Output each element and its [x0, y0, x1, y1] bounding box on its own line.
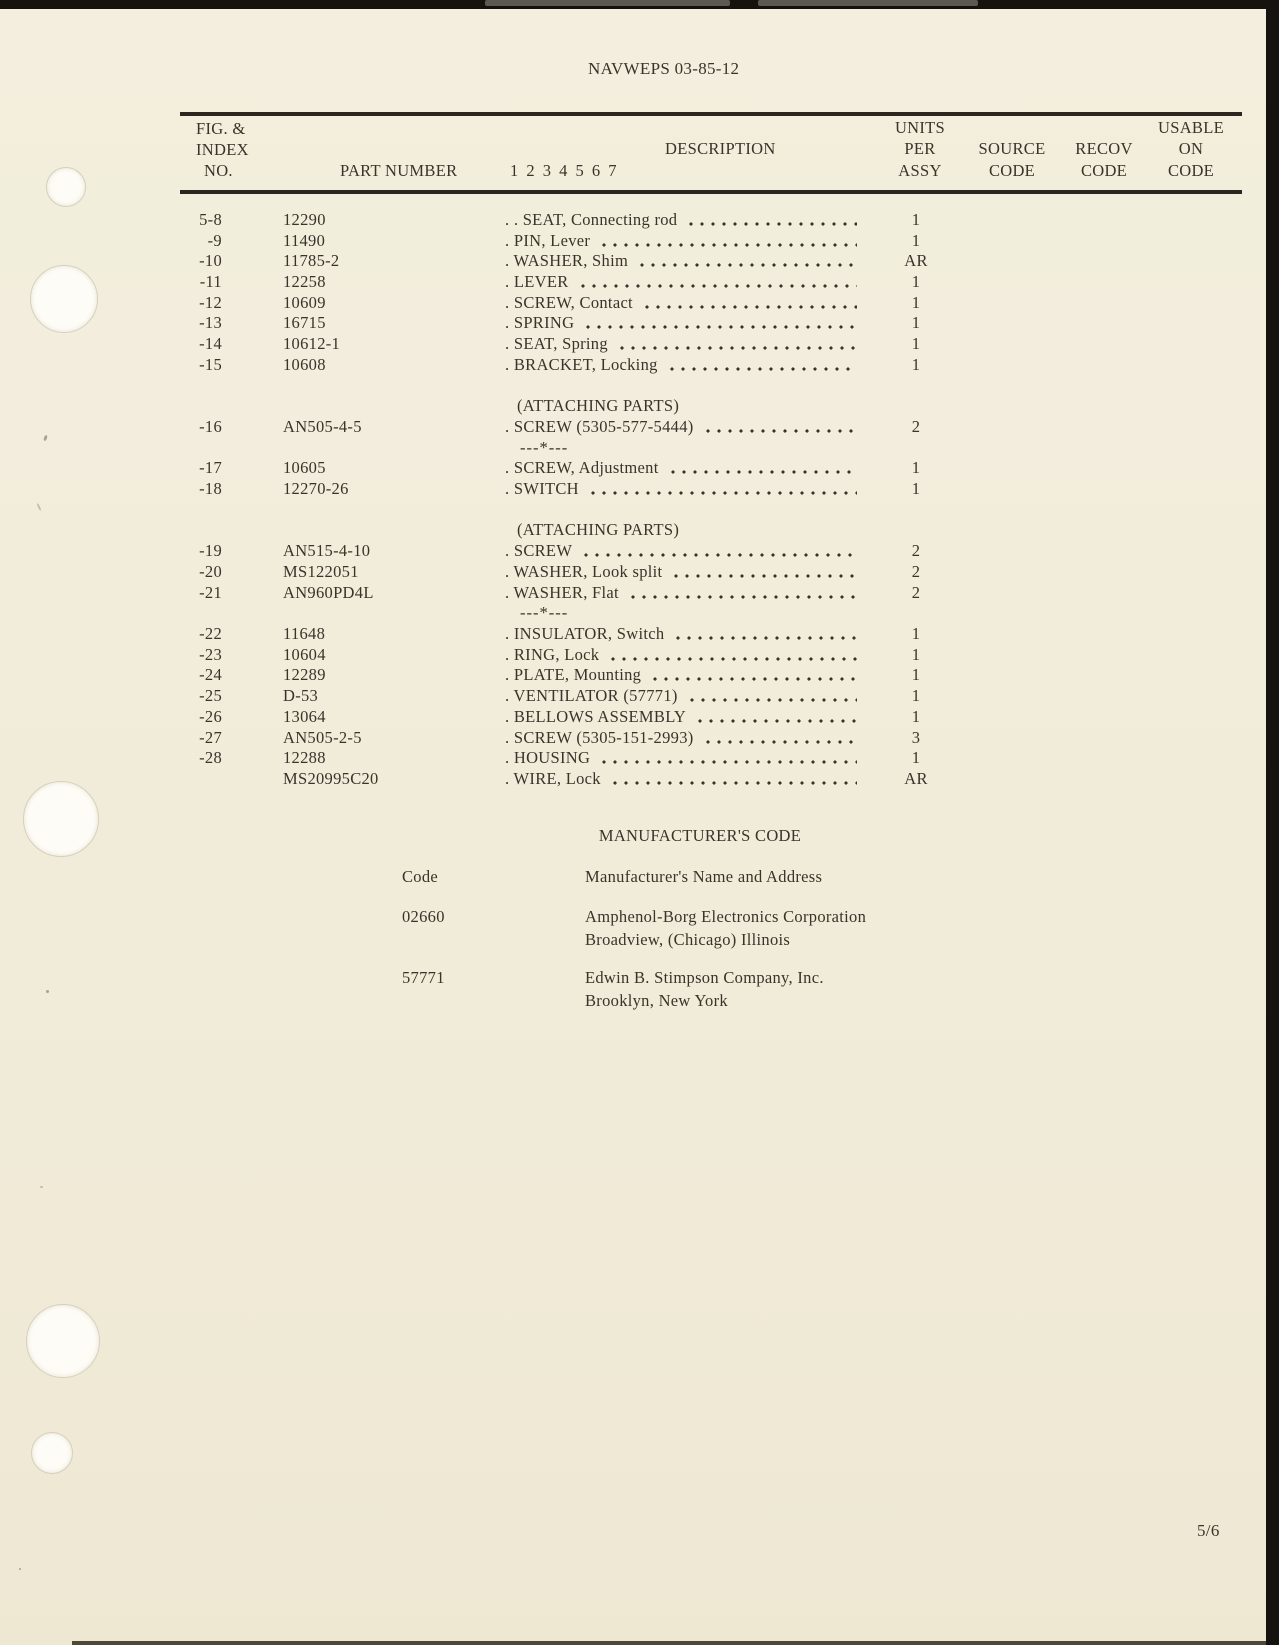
name-column-header: Manufacturer's Name and Address	[585, 867, 823, 886]
fig-index-cell: -13	[199, 313, 222, 332]
parts-table-row	[0, 769, 1279, 790]
description-cell	[505, 728, 857, 748]
description-text: . HOUSING	[505, 748, 591, 767]
col-header-fig-index: FIG. &	[196, 119, 246, 138]
units-cell: 1	[911, 272, 921, 291]
units-cell: AR	[904, 251, 928, 270]
description-cell	[505, 686, 857, 706]
units-cell: 1	[911, 458, 921, 477]
table-top-rule	[180, 112, 1242, 116]
parts-table-row	[0, 210, 1279, 231]
parts-table-row	[0, 583, 1279, 604]
dot-leader	[703, 420, 857, 435]
fig-index-cell: -23	[199, 645, 222, 664]
description-text: . LEVER	[505, 272, 569, 291]
col-header-description: DESCRIPTION	[665, 139, 776, 158]
part-number-cell: 10605	[283, 458, 326, 477]
dot-leader	[583, 316, 857, 331]
fig-index-cell: -25	[199, 686, 222, 705]
description-cell	[505, 334, 857, 354]
manufacturers-code-title: MANUFACTURER'S CODE	[598, 826, 802, 845]
parts-table-row	[0, 458, 1279, 479]
col-header-recov: RECOV	[1075, 139, 1133, 158]
part-number-cell: 11785-2	[283, 251, 340, 270]
units-cell: 1	[911, 293, 921, 312]
fig-index-cell: -18	[199, 479, 222, 498]
fig-index-cell: -24	[199, 665, 222, 684]
part-number-cell: MS122051	[283, 562, 359, 581]
part-number-cell: MS20995C20	[283, 769, 379, 788]
fig-index-cell: -12	[199, 293, 222, 312]
units-cell: 1	[911, 479, 921, 498]
scan-speck	[46, 990, 49, 993]
description-text: . SWITCH	[505, 479, 579, 498]
manufacturer-address: Broadview, (Chicago) Illinois	[585, 930, 791, 949]
description-text: . BRACKET, Locking	[505, 355, 658, 374]
description-text: . PIN, Lever	[505, 231, 591, 250]
description-text: . SPRING	[505, 313, 575, 332]
fig-index-cell: -20	[199, 562, 222, 581]
scan-speck	[40, 1186, 43, 1188]
description-text: . SCREW, Adjustment	[505, 458, 659, 477]
col-header-units: ASSY	[898, 161, 942, 180]
units-cell: 2	[911, 583, 921, 602]
fig-index-cell: -9	[207, 231, 222, 250]
parts-table-row	[0, 686, 1279, 707]
description-text: . PLATE, Mounting	[505, 665, 642, 684]
parts-table-row	[0, 355, 1279, 376]
fig-index-cell: -27	[199, 728, 222, 747]
fig-index-cell: 5-8	[199, 210, 222, 229]
dot-leader	[695, 710, 857, 725]
code-column-header: Code	[402, 867, 439, 886]
col-header-usable: USABLE	[1158, 118, 1224, 137]
col-header-units: PER	[904, 139, 936, 158]
parts-table-row	[0, 334, 1279, 355]
units-cell: 1	[911, 313, 921, 332]
punch-hole	[46, 167, 86, 207]
part-number-cell: 10604	[283, 645, 326, 664]
fig-index-cell: -28	[199, 748, 222, 767]
part-number-cell: 12290	[283, 210, 326, 229]
description-cell	[505, 645, 857, 665]
part-number-cell: 10612-1	[283, 334, 341, 353]
units-cell: 1	[911, 707, 921, 726]
part-number-cell: 11648	[283, 624, 326, 643]
fig-index-cell: -21	[199, 583, 222, 602]
description-text: . WIRE, Lock	[505, 769, 601, 788]
parts-table-row	[0, 748, 1279, 769]
parts-table-row	[0, 251, 1279, 272]
dot-leader	[628, 586, 857, 601]
description-cell	[505, 313, 857, 333]
description-text: . SCREW (5305-151-2993)	[505, 728, 694, 747]
description-cell	[505, 583, 857, 603]
manufacturer-code: 57771	[402, 968, 445, 987]
description-text: . INSULATOR, Switch	[505, 624, 665, 643]
dot-leader	[637, 254, 857, 269]
parts-table-row	[0, 417, 1279, 438]
description-cell	[505, 272, 857, 292]
manufacturer-name: Edwin B. Stimpson Company, Inc.	[585, 968, 824, 987]
fig-index-cell: -16	[199, 417, 222, 436]
scan-smudge	[485, 0, 730, 6]
col-header-usable: ON	[1178, 139, 1204, 158]
units-cell: 1	[911, 355, 921, 374]
description-cell	[505, 355, 857, 375]
part-number-cell: 13064	[283, 707, 326, 726]
description-cell	[505, 665, 857, 685]
description-text: . WASHER, Look split	[505, 562, 663, 581]
description-text: . SCREW (5305-577-5444)	[505, 417, 694, 436]
parts-table-row	[0, 562, 1279, 583]
part-number-cell: 12288	[283, 748, 326, 767]
part-number-cell: 16715	[283, 313, 326, 332]
col-header-usable: CODE	[1167, 161, 1215, 180]
doc-number: NAVWEPS 03-85-12	[588, 59, 740, 78]
parts-table-row	[0, 541, 1279, 562]
description-cell	[505, 251, 857, 271]
dot-leader	[599, 751, 857, 766]
dot-leader	[671, 565, 857, 580]
part-number-cell: D-53	[283, 686, 319, 705]
part-number-cell: 12258	[283, 272, 326, 291]
scan-speck	[19, 1568, 21, 1570]
description-cell	[505, 769, 857, 789]
description-text: . VENTILATOR (57771)	[505, 686, 678, 705]
description-cell	[505, 562, 857, 582]
scan-speck	[36, 503, 41, 511]
page-number: 5/6	[1197, 1521, 1220, 1540]
description-cell	[505, 293, 857, 313]
fig-index-cell: -26	[199, 707, 222, 726]
separator-text: ---*---	[520, 438, 569, 457]
dot-leader	[703, 731, 857, 746]
parts-table-row	[0, 231, 1279, 252]
dot-leader	[588, 482, 857, 497]
col-header-units: UNITS	[894, 118, 946, 137]
units-cell: 1	[911, 334, 921, 353]
parts-table-row	[0, 293, 1279, 314]
part-number-cell: 11490	[283, 231, 326, 250]
part-number-cell: AN960PD4L	[283, 583, 374, 602]
fig-index-cell: -17	[199, 458, 222, 477]
description-cell	[505, 479, 857, 499]
description-text: . SCREW	[505, 541, 573, 560]
dot-leader	[578, 275, 857, 290]
part-number-cell: 12289	[283, 665, 326, 684]
description-cell	[505, 210, 857, 230]
parts-table-row	[0, 272, 1279, 293]
description-cell	[505, 624, 857, 644]
col-header-fig-index: NO.	[204, 161, 233, 180]
description-text: . BELLOWS ASSEMBLY	[505, 707, 687, 726]
fig-index-cell: -14	[199, 334, 222, 353]
fig-index-cell: -15	[199, 355, 222, 374]
scan-smudge	[758, 0, 978, 6]
part-number-cell: AN515-4-10	[283, 541, 371, 560]
col-header-fig-index: INDEX	[196, 140, 249, 159]
units-cell: 1	[911, 624, 921, 643]
manufacturer-code: 02660	[402, 907, 445, 926]
separator-text: ---*---	[520, 603, 569, 622]
units-cell: 2	[911, 417, 921, 436]
units-cell: AR	[904, 769, 928, 788]
parts-table-row	[0, 624, 1279, 645]
col-header-source: CODE	[988, 161, 1036, 180]
scan-bottom-edge	[72, 1641, 1266, 1645]
description-text: . SCREW, Contact	[505, 293, 633, 312]
fig-index-cell: -19	[199, 541, 222, 560]
units-cell: 1	[911, 231, 921, 250]
dot-leader	[608, 648, 857, 663]
table-header-rule	[180, 190, 1242, 194]
dot-leader	[642, 296, 857, 311]
dot-leader	[667, 358, 857, 373]
col-header-source: SOURCE	[978, 139, 1046, 158]
attaching-parts-note	[0, 520, 1279, 541]
parts-table-row	[0, 728, 1279, 749]
punch-hole	[26, 1304, 100, 1378]
attaching-parts-text: (ATTACHING PARTS)	[517, 396, 680, 415]
punch-hole	[23, 781, 99, 857]
description-text: . WASHER, Shim	[505, 251, 629, 270]
description-cell	[505, 748, 857, 768]
part-number-cell: 10609	[283, 293, 326, 312]
dot-leader	[610, 772, 857, 787]
attaching-parts-text: (ATTACHING PARTS)	[517, 520, 680, 539]
dot-leader	[687, 689, 857, 704]
part-number-cell: 10608	[283, 355, 326, 374]
description-cell	[505, 231, 857, 251]
units-cell: 2	[911, 562, 921, 581]
punch-hole	[31, 1432, 73, 1474]
description-text: . RING, Lock	[505, 645, 600, 664]
description-cell	[505, 458, 857, 478]
parts-table-row	[0, 665, 1279, 686]
dot-leader	[668, 461, 857, 476]
dot-leader	[599, 234, 857, 249]
attaching-parts-separator	[0, 438, 1279, 459]
fig-index-cell: -22	[199, 624, 222, 643]
description-cell	[505, 417, 857, 437]
dot-leader	[581, 544, 857, 559]
description-text: . WASHER, Flat	[505, 583, 619, 602]
part-number-cell: 12270-26	[283, 479, 349, 498]
manufacturer-address: Brooklyn, New York	[585, 991, 728, 1010]
parts-table-row	[0, 645, 1279, 666]
attaching-parts-separator	[0, 603, 1279, 624]
fig-index-cell: -10	[199, 251, 222, 270]
fig-index-cell: -11	[199, 272, 222, 291]
parts-table-row	[0, 707, 1279, 728]
description-cell	[505, 541, 857, 561]
units-cell: 2	[911, 541, 921, 560]
part-number-cell: AN505-4-5	[283, 417, 362, 436]
units-cell: 1	[911, 665, 921, 684]
parts-table-row	[0, 479, 1279, 500]
dot-leader	[673, 627, 857, 642]
part-number-cell: AN505-2-5	[283, 728, 362, 747]
dot-leader	[686, 213, 857, 228]
description-text: . . SEAT, Connecting rod	[505, 210, 678, 229]
description-cell	[505, 707, 857, 727]
description-text: . SEAT, Spring	[505, 334, 608, 353]
units-cell: 1	[911, 686, 921, 705]
col-header-part-number: PART NUMBER	[340, 161, 458, 180]
col-header-description-levels: 1 2 3 4 5 6 7	[510, 161, 619, 180]
units-cell: 1	[911, 210, 921, 229]
parts-table-row	[0, 313, 1279, 334]
units-cell: 3	[911, 728, 921, 747]
units-cell: 1	[911, 645, 921, 664]
manufacturer-name: Amphenol-Borg Electronics Corporation	[585, 907, 867, 926]
units-cell: 1	[911, 748, 921, 767]
col-header-recov: CODE	[1080, 161, 1128, 180]
attaching-parts-note	[0, 396, 1279, 417]
dot-leader	[650, 668, 857, 683]
dot-leader	[617, 337, 857, 352]
